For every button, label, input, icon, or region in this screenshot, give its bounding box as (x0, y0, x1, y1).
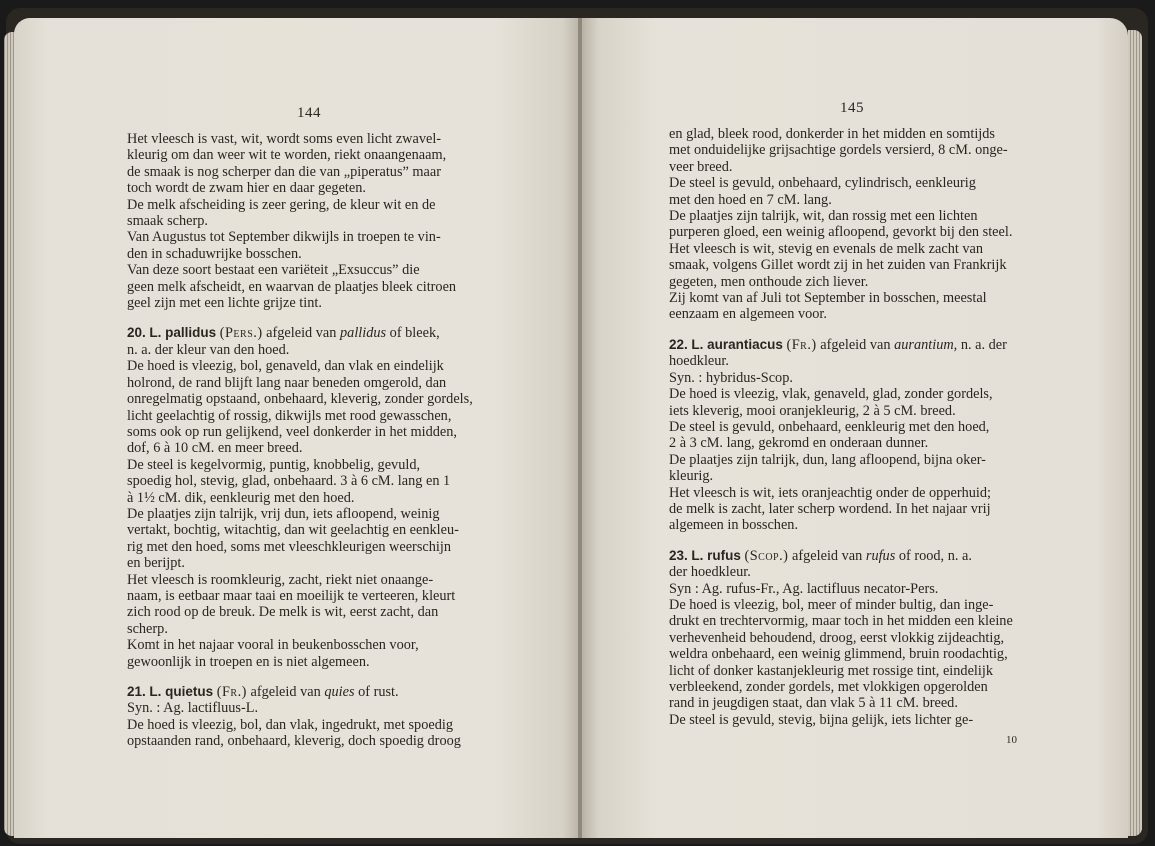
heading-text: afgeleid van (792, 547, 863, 564)
entry-body-22 (669, 353, 1037, 533)
text-line: De plaatjes zijn talrijk, wit, dan rossig met een lichten (669, 208, 978, 225)
entry-heading-21 (127, 684, 505, 700)
entry-heading-22 (669, 337, 1037, 353)
text-line: den in schaduwrijke bosschen. (127, 245, 302, 262)
text-line: Komt in het najaar vooral in beukenbosschen voor, (127, 637, 419, 654)
species-name: L. pallidus (149, 325, 217, 341)
right-page (582, 18, 1128, 838)
text-line: iets kleverig, mooi oranjekleurig, 2 à 5 cM. breed. (669, 402, 956, 419)
text-line: De plaatjes zijn talrijk, dun, lang afloopend, bijna oker- (669, 451, 986, 468)
entry-number: 21. (127, 684, 146, 699)
paragraph-block (669, 126, 1037, 323)
text-line: licht of donker kastanjekleurig met rossige tint, eindelijk (669, 662, 993, 679)
text-line: vertakt, bochtig, witachtig, dan wit geelachtig en eenkleu- (127, 522, 459, 539)
text-line: gegeten, men onthoude zich liever. (669, 273, 869, 290)
text-line: Syn. : hybridus-Scop. (669, 369, 793, 386)
heading-text-end: of rust. (358, 684, 399, 700)
entry-heading-23 (669, 548, 1037, 564)
right-page-text (669, 126, 1037, 728)
text-line: De plaatjes zijn talrijk, vrij dun, iets afloopend, weinig (127, 505, 440, 522)
text-line: De melk afscheiding is zeer gering, de kleur wit en de (127, 196, 436, 213)
text-line: en glad, bleek rood, donkerder in het midden en somtijds (669, 126, 995, 142)
page-number: 144 (297, 105, 321, 121)
text-line: eenzaam en algemeen voor. (669, 306, 827, 323)
entry-body-23 (669, 564, 1037, 728)
entry-number: 20. (127, 325, 146, 341)
heading-text: afgeleid van (820, 336, 891, 353)
text-line: smaak scherp. (127, 213, 208, 230)
heading-text-end: of bleek, (389, 325, 440, 342)
printer-signature: 10 (1006, 734, 1017, 746)
text-line: kleurig om dan weer wit te worden, riekt onaangenaam, (127, 147, 447, 164)
page-number: 145 (840, 100, 864, 116)
text-line: purperen gloed, een weinig afloopend, gevorkt bij den steel. (669, 224, 1013, 241)
text-line: soms ook op run gelijkend, veel donkerder in het midden, (127, 423, 457, 440)
text-line: De steel is gevuld, stevig, bijna gelijk, iets lichter ge- (669, 711, 974, 728)
text-line: scherp. (127, 620, 168, 637)
text-line: 2 à 3 cM. lang, gekromd en onderaan dunner. (669, 435, 929, 452)
species-name: L. quietus (149, 684, 214, 699)
text-line: met onduidelijke grijsachtige gordels versierd, 8 cM. onge- (669, 142, 1008, 159)
text-line: Het vleesch is wit, stevig en evenals de melk zacht van (669, 240, 984, 257)
text-line: opstaanden rand, onbehaard, kleverig, doch spoedig droog (127, 733, 461, 750)
text-line: gewoonlijk in troepen en is niet algemeen. (127, 653, 370, 670)
text-line: hoedkleur. (669, 353, 729, 370)
text-line: kleurig. (669, 468, 714, 485)
heading-text-end: n. a. der (960, 336, 1007, 353)
text-line: Zij komt van af Juli tot September in bosschen, meestal (669, 290, 987, 307)
text-line: onregelmatig opstaand, onbehaard, kleverig, zonder gordels, (127, 391, 473, 408)
text-line: à 1½ cM. dik, eenkleurig met den hoed. (127, 489, 355, 506)
text-line: Het vleesch is roomkleurig, zacht, riekt niet onaange- (127, 571, 434, 588)
text-line: drukt en trechtervormig, maar toch in het midden een kleine (669, 613, 1013, 630)
author-abbrev: (Scop.) (744, 547, 789, 564)
species-name: L. aurantiacus (691, 336, 783, 352)
left-page-text (127, 131, 505, 750)
text-line: rand in jeugdigen staat, dan vlak 5 à 11 cM. breed. (669, 695, 958, 712)
paragraph-block (127, 131, 505, 311)
heading-text: afgeleid van (250, 684, 321, 700)
text-line: toch wordt de zwam hier en daar gegeten. (127, 180, 366, 197)
author-abbrev: (Fr.) (216, 684, 247, 700)
text-line: n. a. der kleur van den hoed. (127, 341, 290, 358)
text-line: de smaak is nog scherper dan die van „piperatus” maar (127, 163, 442, 180)
text-line: zich rood op de breuk. De melk is wit, eerst zacht, dan (127, 604, 439, 621)
text-line: verhevenheid behoudend, droog, eerst vlokkig zijdeachtig, (669, 629, 1005, 646)
text-line: Het vleesch is vast, wit, wordt soms even licht zwavel- (127, 131, 442, 147)
text-line: de melk is zacht, later scherp wordend. In het najaar vrij (669, 500, 991, 517)
text-line: Van Augustus tot September dikwijls in troepen te vin- (127, 229, 441, 246)
text-line: De hoed is vleezig, vlak, genaveld, glad, zonder gordels, (669, 386, 993, 403)
text-line: spoedig hol, stevig, glad, onbehaard. 3 à 6 cM. lang en 1 (127, 473, 451, 490)
text-line: De hoed is vleezig, bol, meer of minder bultig, dan inge- (669, 596, 994, 613)
text-line: verbleekend, zonder gordels, met vlokkigen opgerolden (669, 679, 988, 695)
text-line: rig met den hoed, soms met vleeschkleurigen weerschijn (127, 538, 451, 555)
right-page-edges (1128, 30, 1142, 836)
text-line: Het vleesch is wit, iets oranjeachtig onder de opperhuid; (669, 484, 991, 501)
author-abbrev: (Fr.) (786, 336, 817, 353)
text-line: dof, 6 à 10 cM. en meer breed. (127, 440, 303, 457)
text-line: Van deze soort bestaat een variëteit „Exsuccus” die (127, 262, 420, 279)
etymology-word: pallidus (340, 325, 387, 342)
author-abbrev: (Pers.) (219, 325, 263, 342)
entry-heading-20 (127, 325, 505, 341)
text-line: weldra onbehaard, een weinig glimmend, bruin roodachtig, (669, 646, 1008, 663)
text-line: geel zijn met een lichte grijze tint. (127, 295, 322, 312)
text-line: De hoed is vleezig, bol, genaveld, dan vlak en eindelijk (127, 358, 444, 375)
etymology-word: aurantium, (894, 336, 958, 353)
text-line: en berijpt. (127, 555, 185, 572)
text-line: De steel is gevuld, onbehaard, cylindrisch, eenkleurig (669, 175, 976, 192)
heading-text-end: of rood, n. a. (898, 547, 972, 564)
text-line: smaak, volgens Gillet wordt zij in het zuiden van Frankrijk (669, 257, 1007, 274)
text-line: De steel is gevuld, onbehaard, eenkleurig met den hoed, (669, 418, 990, 435)
entry-number: 23. (669, 547, 688, 563)
heading-text: afgeleid van (266, 325, 337, 342)
entry-number: 22. (669, 336, 688, 352)
text-line: Syn : Ag. rufus-Fr., Ag. lactifluus necator-Pers. (669, 580, 939, 597)
text-line: der hoedkleur. (669, 564, 751, 581)
text-line: met den hoed en 7 cM. lang. (669, 191, 832, 208)
text-line: veer breed. (669, 158, 733, 175)
text-line: algemeen in bosschen. (669, 517, 799, 534)
entry-body-21 (127, 700, 505, 749)
text-line: naam, is eetbaar maar taai en moeilijk te verteeren, kleurt (127, 587, 456, 604)
etymology-word: rufus (865, 547, 896, 564)
species-name: L. rufus (691, 547, 741, 563)
text-line: holrond, de rand blijft lang naar beneden omgerold, dan (127, 374, 447, 391)
etymology-word: quies (324, 684, 355, 700)
entry-body-20 (127, 342, 505, 670)
text-line: De steel is kegelvormig, puntig, knobbelig, gevuld, (127, 456, 421, 473)
text-line: geen melk afscheidt, en waarvan de plaatjes bleek citroen (127, 278, 457, 295)
left-page (14, 18, 580, 838)
text-line: Syn. : Ag. lactifluus-L. (127, 700, 259, 717)
text-line: licht geelachtig of rossig, dikwijls met rood gewasschen, (127, 407, 452, 424)
text-line: De hoed is vleezig, bol, dan vlak, ingedrukt, met spoedig (127, 716, 453, 733)
